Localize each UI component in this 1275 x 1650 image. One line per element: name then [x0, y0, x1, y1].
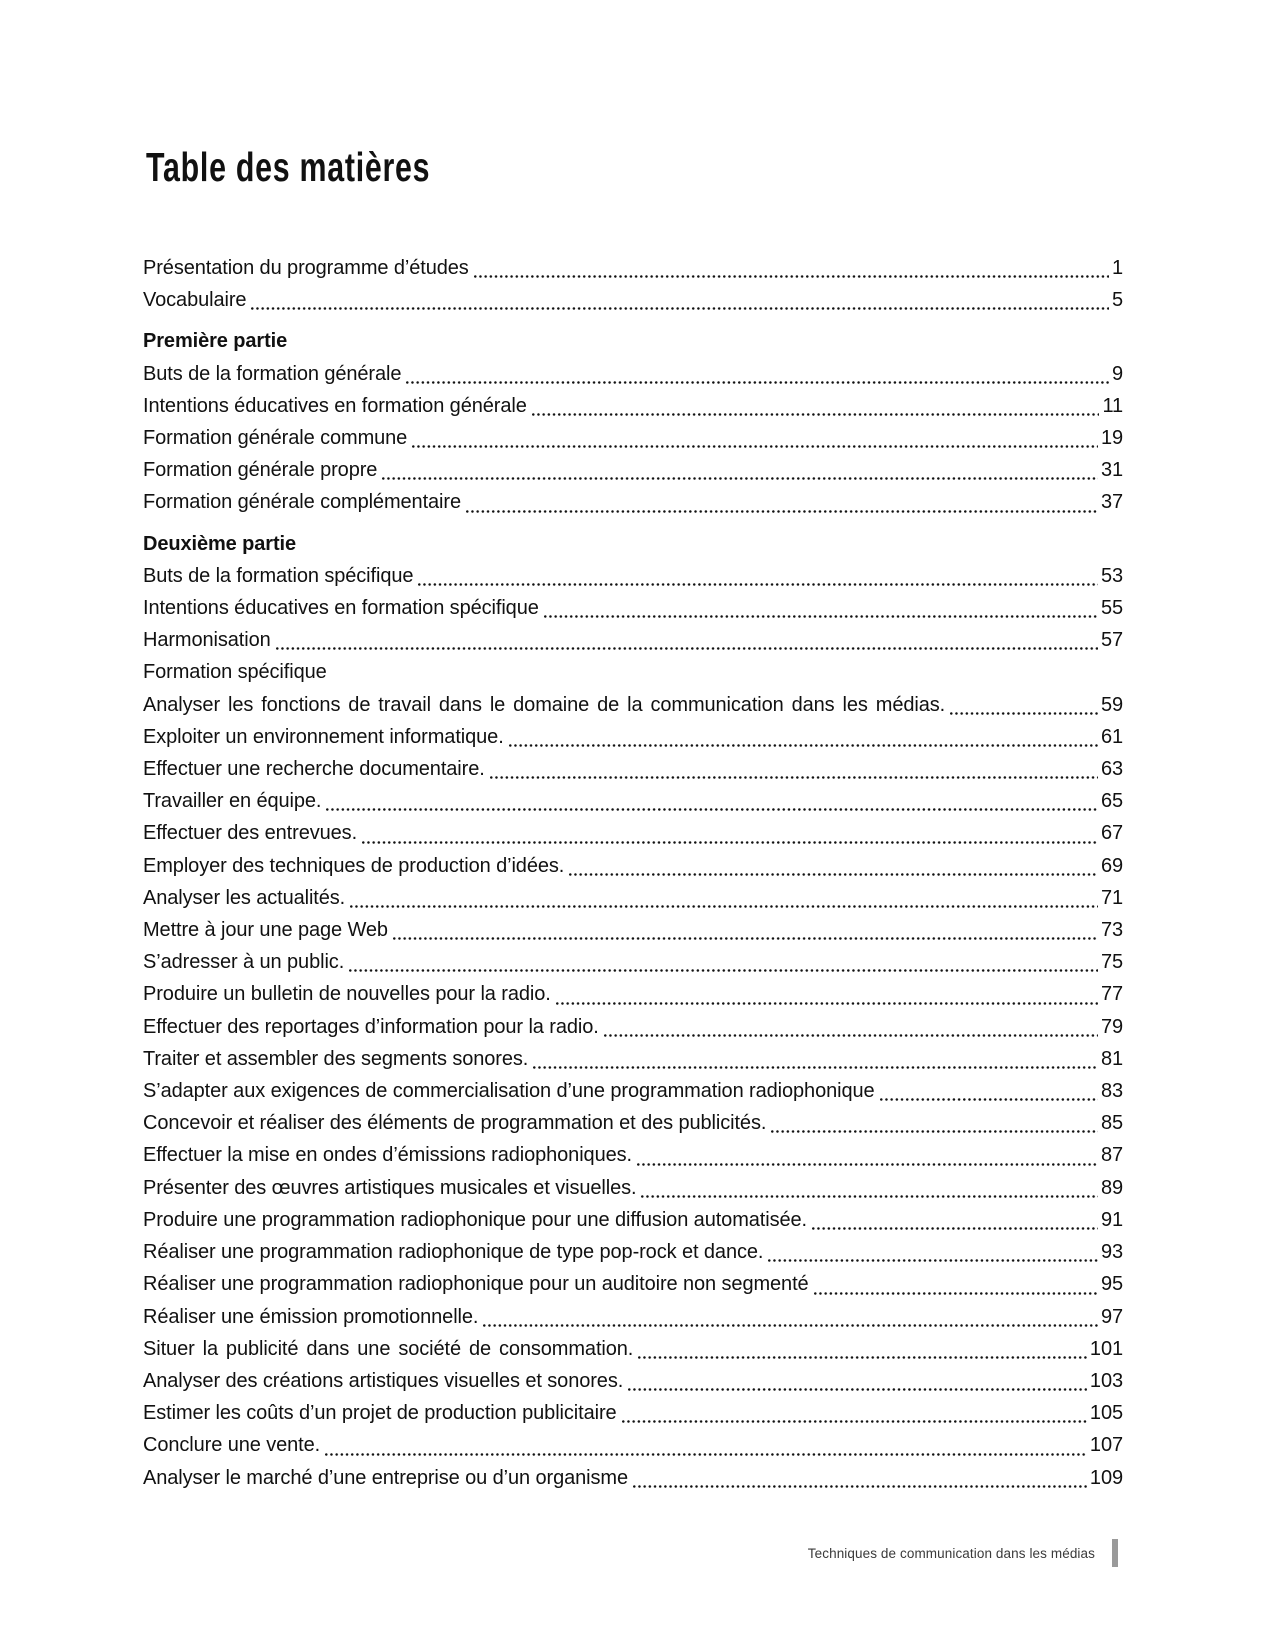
toc-entry-label: Formation générale commune — [143, 427, 408, 450]
toc-page-number: 109 — [1089, 1466, 1123, 1489]
page-footer — [808, 1539, 1118, 1567]
toc-entry-label: Réaliser une programmation radiophonique pour un auditoire non segmenté — [143, 1273, 809, 1296]
toc-entry — [143, 560, 1123, 592]
dot-leader — [556, 1002, 1098, 1005]
toc-page-number: 95 — [1100, 1273, 1123, 1296]
toc-entry — [143, 284, 1123, 316]
dot-leader — [569, 873, 1098, 876]
dot-leader — [812, 1227, 1098, 1230]
dot-leader — [350, 905, 1098, 908]
toc-page-number: 81 — [1100, 1047, 1123, 1070]
toc-entry — [143, 1333, 1123, 1365]
toc-entry — [143, 946, 1123, 978]
toc-entry — [143, 390, 1123, 422]
toc-entry — [143, 850, 1123, 882]
toc-entry-label: Réaliser une programmation radiophonique de type pop-rock et dance. — [143, 1241, 764, 1264]
dot-leader — [814, 1292, 1098, 1295]
toc-entry-label: Présentation du programme d’études — [143, 257, 469, 279]
toc-page-number: 75 — [1100, 951, 1123, 974]
toc-entry — [143, 252, 1123, 284]
toc-entry — [143, 454, 1123, 486]
toc-page-number: 37 — [1100, 491, 1123, 514]
footer-running-title: Techniques de communication dans les médias — [807, 1545, 1095, 1561]
toc-entry — [143, 528, 1123, 560]
toc-entry-label: Exploiter un environnement informatique. — [143, 725, 504, 748]
toc-entry — [143, 1236, 1123, 1268]
toc-page-number: 11 — [1102, 394, 1123, 417]
dot-leader — [412, 445, 1098, 448]
toc-entry-label: Présenter des œuvres artistiques musicales et visuelles. — [143, 1176, 637, 1199]
dot-leader — [362, 841, 1098, 844]
dot-leader — [638, 1356, 1087, 1359]
toc-entry — [143, 1075, 1123, 1107]
toc-entry — [143, 358, 1123, 390]
toc-page-number: 79 — [1100, 1015, 1123, 1038]
toc-page-number: 107 — [1089, 1434, 1123, 1457]
dot-leader — [490, 776, 1098, 779]
toc-entry-label: Estimer les coûts d’un projet de production publicitaire — [143, 1402, 617, 1425]
dot-leader — [604, 1034, 1098, 1037]
toc-entry-label: Analyser les actualités. — [143, 886, 346, 909]
toc-entry-label: S’adresser à un public. — [143, 951, 345, 974]
toc-page-number: 53 — [1100, 564, 1123, 587]
dot-leader — [326, 808, 1098, 811]
toc-page-number: 77 — [1100, 983, 1123, 1006]
toc-entry-label: Produire un bulletin de nouvelles pour la radio. — [143, 983, 551, 1006]
toc-entry-label: Formation générale complémentaire — [143, 491, 461, 514]
toc-entry-label: Mettre à jour une page Web — [143, 919, 388, 942]
toc-page-number: 69 — [1100, 854, 1123, 877]
dot-leader — [768, 1259, 1098, 1262]
toc-entry-label: Première partie — [143, 330, 288, 353]
toc-entry — [143, 1429, 1123, 1461]
toc-page-number: 67 — [1100, 822, 1123, 845]
toc-page-number: 71 — [1100, 886, 1123, 909]
dot-leader — [880, 1098, 1098, 1101]
toc-page-number: 55 — [1100, 597, 1123, 620]
toc-entry-label: Buts de la formation générale — [143, 362, 402, 385]
toc-entry-label: Travailler en équipe. — [143, 790, 322, 813]
toc-entry-label: Effectuer des reportages d’information pour la radio. — [143, 1015, 599, 1038]
toc-entry — [143, 422, 1123, 454]
toc-page-number: 87 — [1100, 1144, 1123, 1167]
dot-leader — [622, 1420, 1087, 1423]
dot-leader — [532, 413, 1100, 416]
toc-entry — [143, 1107, 1123, 1139]
toc-entry-label: Buts de la formation spécifique — [143, 564, 414, 587]
dot-leader — [533, 1066, 1098, 1069]
toc-entry — [143, 1268, 1123, 1300]
toc-entry-label: Analyser des créations artistiques visuelles et sonores. — [143, 1369, 624, 1392]
toc-entry-label: Effectuer la mise en ondes d’émissions radiophoniques. — [143, 1144, 632, 1167]
toc-entry-label: Effectuer une recherche documentaire. — [143, 758, 485, 781]
dot-leader — [349, 969, 1098, 972]
toc-entry-label: Intentions éducatives en formation spécifique — [143, 597, 539, 620]
toc-entry-label: Concevoir et réaliser des éléments de programmation et des publicités. — [143, 1112, 767, 1135]
toc-entry — [143, 325, 1123, 357]
toc-entry — [143, 1204, 1123, 1236]
toc-entry-label: Conclure une vente. — [143, 1434, 321, 1457]
toc-page-number: 31 — [1100, 459, 1123, 482]
toc-page-number: 9 — [1111, 362, 1123, 385]
toc-entry — [143, 914, 1123, 946]
toc-page-number: 73 — [1100, 919, 1123, 942]
toc-entry — [143, 1301, 1123, 1333]
dot-leader — [276, 647, 1098, 650]
toc-page-number: 103 — [1089, 1369, 1123, 1392]
toc-entry — [143, 486, 1123, 518]
toc-entry — [143, 1462, 1123, 1494]
dot-leader — [544, 615, 1098, 618]
toc-entry-label: Traiter et assembler des segments sonores. — [143, 1047, 529, 1070]
dot-leader — [474, 275, 1109, 278]
dot-leader — [382, 477, 1098, 480]
toc-entry — [143, 656, 1123, 688]
toc-entry — [143, 1397, 1123, 1429]
toc-page-number: 97 — [1100, 1305, 1123, 1328]
toc-page-number: 105 — [1089, 1402, 1123, 1425]
toc-entry-label: Formation spécifique — [143, 661, 327, 684]
toc-entry — [143, 978, 1123, 1010]
toc-entry — [143, 624, 1123, 656]
toc-entry — [143, 753, 1123, 785]
dot-leader — [637, 1163, 1098, 1166]
dot-leader — [483, 1324, 1098, 1327]
toc-entry — [143, 1011, 1123, 1043]
dot-leader — [418, 583, 1098, 586]
dot-leader — [641, 1195, 1097, 1198]
toc-entry-label: Analyser les fonctions de travail dans le domaine de la communication dans les médias. — [143, 693, 946, 716]
toc-entry-label: Intentions éducatives en formation générale — [143, 394, 527, 417]
toc-page-number: 85 — [1100, 1112, 1123, 1135]
toc-entry — [143, 785, 1123, 817]
toc-entry — [143, 1172, 1123, 1204]
page-title: Table des matières — [146, 144, 431, 190]
toc-entry-label: Deuxième partie — [143, 532, 297, 555]
toc-page-number: 59 — [1100, 693, 1123, 716]
toc-entry — [143, 882, 1123, 914]
dot-leader — [509, 744, 1098, 747]
toc-page-number: 19 — [1100, 427, 1123, 450]
toc-entry — [143, 1043, 1123, 1075]
toc-entry-label: Produire une programmation radiophonique pour une diffusion automatisée. — [143, 1208, 807, 1231]
toc-entry-label: Situer la publicité dans une société de consommation. — [143, 1337, 634, 1360]
toc-entry — [143, 1365, 1123, 1397]
table-of-contents — [143, 252, 1123, 1494]
toc-entry — [143, 817, 1123, 849]
toc-page-number: 1 — [1111, 257, 1123, 279]
toc-entry — [143, 721, 1123, 753]
toc-entry-label: Effectuer des entrevues. — [143, 822, 358, 845]
toc-entry-label: Employer des techniques de production d’idées. — [143, 854, 565, 877]
footer-accent-bar — [1112, 1539, 1118, 1567]
dot-leader — [406, 381, 1109, 384]
dot-leader — [628, 1388, 1087, 1391]
toc-entry-label: S’adapter aux exigences de commercialisation d’une programmation radiophonique — [143, 1080, 875, 1103]
toc-page-number: 63 — [1100, 758, 1123, 781]
toc-page-number: 101 — [1089, 1337, 1123, 1360]
toc-page-number: 57 — [1100, 629, 1123, 652]
toc-page-number: 5 — [1111, 289, 1123, 312]
toc-page-number: 93 — [1100, 1241, 1123, 1264]
toc-entry-label: Analyser le marché d’une entreprise ou d’un organisme — [143, 1466, 628, 1489]
toc-entry-label: Formation générale propre — [143, 459, 378, 482]
toc-entry-label: Harmonisation — [143, 629, 271, 652]
toc-page-number: 89 — [1100, 1176, 1123, 1199]
toc-page-number: 61 — [1100, 725, 1123, 748]
dot-leader — [466, 510, 1098, 513]
toc-page-number: 91 — [1100, 1208, 1123, 1231]
dot-leader — [950, 712, 1098, 715]
toc-entry-label: Vocabulaire — [143, 289, 247, 312]
dot-leader — [393, 937, 1098, 940]
toc-entry — [143, 1139, 1123, 1171]
toc-page-number: 65 — [1100, 790, 1123, 813]
dot-leader — [633, 1485, 1087, 1488]
dot-leader — [251, 307, 1109, 310]
dot-leader — [325, 1453, 1087, 1456]
dot-leader — [771, 1130, 1098, 1133]
toc-entry — [143, 689, 1123, 721]
toc-entry-label: Réaliser une émission promotionnelle. — [143, 1305, 479, 1328]
toc-entry — [143, 592, 1123, 624]
toc-page-number: 83 — [1100, 1080, 1123, 1103]
